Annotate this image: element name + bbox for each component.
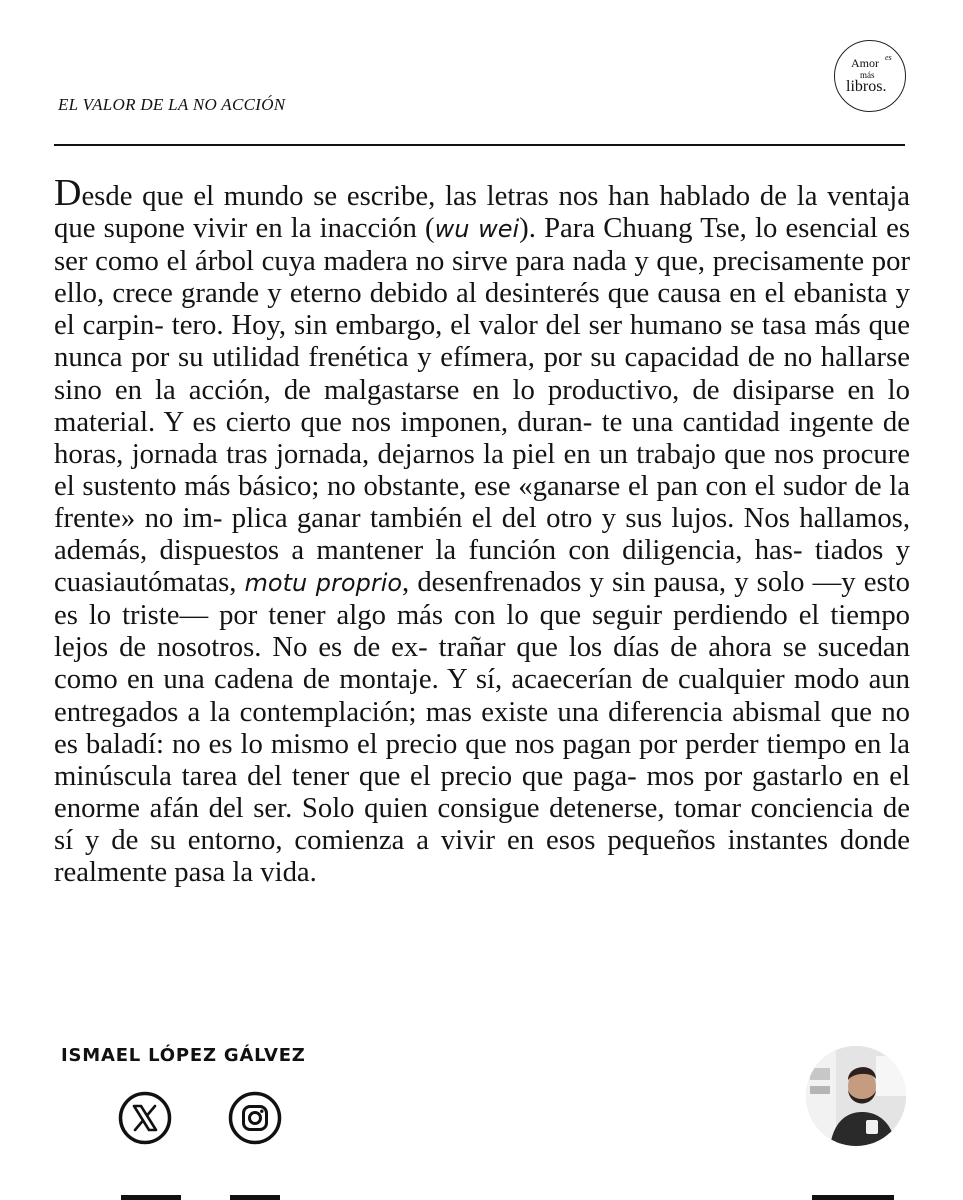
- author-name: ISMAEL LÓPEZ GÁLVEZ: [61, 1045, 306, 1066]
- x-logo-icon[interactable]: [118, 1091, 172, 1145]
- cropped-footer-mark: [812, 1195, 894, 1200]
- brand-logo: Amor es más libros.: [834, 40, 906, 112]
- cropped-footer-text: [121, 1195, 181, 1200]
- author-avatar: [806, 1046, 906, 1146]
- article-kicker: EL VALOR DE LA NO ACCIÓN: [58, 95, 286, 114]
- instagram-icon[interactable]: [228, 1091, 282, 1145]
- article-body: Desde que el mundo se escribe, las letras nos han hablado de la ventaja que supone vivir en la inacción (wu wei). Para Chuang Tse, lo esencial es ser como el árbol cuya madera no sirve para nada y que, precisamente por ello, crece grande y eterno debido al desinterés que causa en el ebanista y el carpin- tero. Hoy, sin embargo, el valor del ser humano se tasa más que nunca por su utilidad frenética y efímera, por su capacidad de no hallarse sino en la acción, de malgastarse en lo productivo, de disiparse en lo material. Y es cierto que nos imponen, duran- te una cantidad ingente de horas, jornada tras jornada, dejarnos la piel en un trabajo que nos procure el sustento más básico; no obstante, ese «ganarse el pan con el sudor de la frente» no im- plica ganar también el del otro y sus lujos. Nos hallamos, además, dispuestos a mantener la función con diligencia, has- tiados y cuasiautómatas, motu proprio, desenfrenados y sin pausa, y solo —y esto es lo triste— por tener algo más con lo que seguir perdiendo el tiempo lejos de nosotros. No es de ex- trañar que los días de ahora se sucedan como en una cadena de montaje. Y sí, acaecerían de cualquier modo aun entregados a la contemplación; mas existe una diferencia abismal que no es baladí: no es lo mismo el precio que nos pagan por perder tiempo en la minúscula tarea del tener que el precio que paga- mos por gastarlo en el enorme afán del ser. Solo quien consigue detenerse, tomar conciencia de sí y de su entorno, comienza a vivir en esos pequeños instantes donde realmente pasa la vida.: [54, 172, 911, 888]
- header-divider: [54, 144, 905, 146]
- drop-cap: D: [54, 172, 82, 214]
- cropped-footer-text: [230, 1195, 280, 1200]
